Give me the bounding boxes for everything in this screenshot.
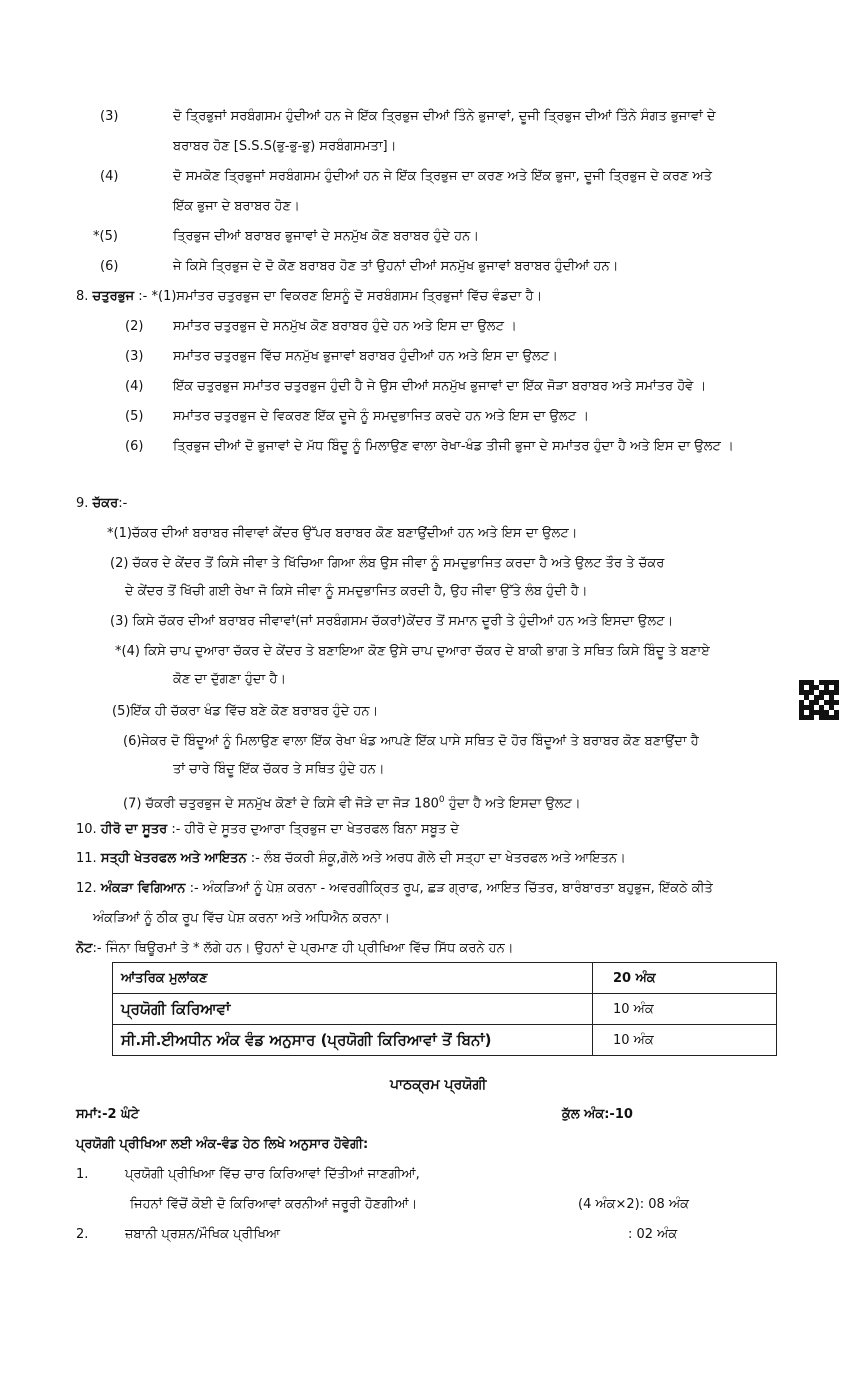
theorem-text: ਸਮਾਂਤਰ ਚਤੁਰਭੁਜ ਵਿੱਚ ਸਨਮੁੱਖ ਭੁਜਾਵਾਂ ਬਰਾਬਰ ਹੁੰਦੀਆਂ ਹਨ ਅਤੇ ਇਸ ਦਾ ਉਲਟ।: [173, 349, 558, 364]
practical-total-marks: ਕੁੱਲ ਅੰਕ:-10: [562, 1107, 633, 1122]
table-row: [113, 963, 777, 994]
item-number: (3): [100, 109, 119, 124]
practical-time: ਸਮਾਂ:-2 ਘੰਟੇ: [76, 1107, 140, 1122]
section-number: 9.: [76, 496, 89, 511]
heading-suffix: :-: [118, 496, 128, 511]
section-text: :- ਅੰਕੜਿਆਂ ਨੂੰ ਪੇਸ਼ ਕਰਨਾ - ਅਵਰਗੀਕ੍ਰਿਤ ਰੂਪ, ਛੜ ਗ੍ਰਾਫ, ਆਇਤ ਚਿੱਤਰ, ਬਾਰੰਬਾਰਤਾ ਬਹੁਭੁਜ, ਇੱਕਠੇ ਕੀਤੇ: [189, 881, 713, 896]
section-number: 8.: [76, 289, 89, 304]
item-number: (6): [125, 439, 144, 454]
theorem-text: ਤਾਂ ਚਾਰੇ ਬਿੰਦੂ ਇੱਕ ਚੱਕਰ ਤੇ ਸਥਿਤ ਹੁੰਦੇ ਹਨ।: [173, 762, 385, 777]
practical-item-text: ਪ੍ਰਯੋਗੀ ਪ੍ਰੀਖਿਆ ਵਿੱਚ ਚਾਰ ਕਿਰਿਆਵਾਂ ਦਿੱਤੀਆਂ ਜਾਣਗੀਆਂ,: [125, 1167, 420, 1182]
section-heading: ਅੰਕੜਾ ਵਿਗਿਆਨ: [100, 881, 186, 896]
note-label: ਨੋਟ: [76, 941, 93, 956]
theorem-text: ਤ੍ਰਿਭੁਜ ਦੀਆਂ ਬਰਾਬਰ ਭੁਜਾਵਾਂ ਦੇ ਸਨਮੁੱਖ ਕੋਣ ਬਰਾਬਰ ਹੁੰਦੇ ਹਨ।: [173, 229, 480, 244]
section-text: :- ਲੰਬ ਚੱਕਰੀ ਸ਼ੰਕੂ,ਗੋਲੇ ਅਤੇ ਅਰਧ ਗੋਲੇ ਦੀ ਸਤ੍ਹਾ ਦਾ ਖੇਤਰਫਲ ਅਤੇ ਆਇਤਨ।: [250, 851, 626, 866]
section-heading: ਚੱਕਰ: [92, 496, 119, 511]
degree-superscript: 0: [438, 795, 445, 805]
item-number: (6): [100, 259, 119, 274]
note-text: :- ਜਿੰਨਾ ਥਿਊਰਮਾਂ ਤੇ * ਲੱਗੇ ਹਨ। ਉਹਨਾਂ ਦੇ ਪ੍ਰਮਾਣ ਹੀ ਪ੍ਰੀਖਿਆ ਵਿੱਚ ਸਿੱਧ ਕਰਨੇ ਹਨ।: [92, 941, 514, 956]
table-cell-value: 20 ਅੰਕ: [593, 963, 777, 994]
theorem-text: (2) ਚੱਕਰ ਦੇ ਕੇਂਦਰ ਤੋਂ ਕਿਸੇ ਜੀਵਾ ਤੇ ਖਿੱਚਿਆ ਗਿਆ ਲੰਬ ਉਸ ਜੀਵਾ ਨੂੰ ਸਮਦੁਭਾਜਿਤ ਕਰਦਾ ਹੈ ਅਤੇ ਉਲਟ ਤੌਰ ਤੇ ਚੱਕਰ: [110, 556, 665, 571]
theorem-text: (6)ਜੇਕਰ ਦੋ ਬਿੰਦੂਆਂ ਨੂੰ ਮਿਲਾਉਣ ਵਾਲਾ ਇੱਕ ਰੇਖਾ ਖੰਡ ਆਪਣੇ ਇੱਕ ਪਾਸੇ ਸਥਿਤ ਦੋ ਹੋਰ ਬਿੰਦੂਆਂ ਤੇ ਬਰਾਬਰ ਕੋਣ ਬਣਾਉਂਦਾ ਹੈ: [123, 734, 699, 749]
item-number: (2): [125, 319, 144, 334]
table-cell-value: 10 ਅੰਕ: [593, 1025, 777, 1056]
item-number: 2.: [76, 1227, 89, 1242]
theorem-text: ਦੇ ਕੇਂਦਰ ਤੋਂ ਖਿੱਚੀ ਗਈ ਰੇਖਾ ਜੋ ਕਿਸੇ ਜੀਵਾ ਨੂੰ ਸਮਦੁਭਾਜਿਤ ਕਰਦੀ ਹੈ, ਉਹ ਜੀਵਾ ਉੱਤੇ ਲੰਬ ਹੁੰਦੀ ਹੈ।: [125, 584, 588, 599]
table-cell-value: 10 ਅੰਕ: [593, 994, 777, 1025]
theorem-text: *(4) ਕਿਸੇ ਚਾਪ ਦੁਆਰਾ ਚੱਕਰ ਦੇ ਕੇਂਦਰ ਤੇ ਬਣਾਇਆ ਕੋਣ ਉਸੇ ਚਾਪ ਦੁਆਰਾ ਚੱਕਰ ਦੇ ਬਾਕੀ ਭਾਗ ਤੇ ਸਥਿਤ ਕਿਸੇ ਬਿੰਦੂ ਤੇ ਬਣਾਏ: [115, 644, 710, 659]
table-row: [113, 994, 777, 1025]
section-text: :- ਹੀਰੋ ਦੇ ਸੂਤਰ ਦੁਆਰਾ ਤ੍ਰਿਭੁਜ ਦਾ ਖੇਤਰਫਲ ਬਿਨਾ ਸਬੂਤ ਦੇ: [171, 822, 459, 837]
section-heron: [76, 821, 459, 839]
theorem-text: ਇੱਕ ਚਤੁਰਭੁਜ ਸਮਾਂਤਰ ਚਤੁਰਭੁਜ ਹੁੰਦੀ ਹੈ ਜੇ ਉਸ ਦੀਆਂ ਸਨਮੁੱਖ ਭੁਜਾਵਾਂ ਦਾ ਇੱਕ ਜੋੜਾ ਬਰਾਬਰ ਅਤੇ ਸਮਾਂਤਰ ਹੋਵੇ ।: [173, 379, 707, 394]
table-cell-label: ਸੀ.ਸੀ.ਈਅਧੀਨ ਅੰਕ ਵੰਡ ਅਨੁਸਾਰ (ਪ੍ਰਯੋਗੀ ਕਿਰਿਆਵਾਂ ਤੋਂ ਬਿਨਾਂ): [113, 1025, 593, 1056]
section-number: 11.: [76, 851, 97, 866]
section-statistics: [76, 880, 713, 898]
section-heading: ਹੀਰੋ ਦਾ ਸੂਤਰ: [100, 822, 168, 837]
theorem-text: [123, 791, 581, 813]
theorem-text: ਸਮਾਂਤਰ ਚਤੁਰਭੁਜ ਦੇ ਵਿਕਰਣ ਇੱਕ ਦੂਜੇ ਨੂੰ ਸਮਦੁਭਾਜਿਤ ਕਰਦੇ ਹਨ ਅਤੇ ਇਸ ਦਾ ਉਲਟ ।: [173, 409, 589, 424]
item-number: (3): [125, 349, 144, 364]
theorem-text: ਬਰਾਬਰ ਹੋਣ [S.S.S(ਭੁ-ਭੁ-ਭੁ) ਸਰਬੰਗਸਮਤਾ]।: [173, 139, 397, 154]
note: [76, 940, 514, 958]
section-number: 12.: [76, 881, 97, 896]
section-quadrilateral: [76, 288, 542, 306]
theorem-text: ਕੋਣ ਦਾ ਦੁੱਗਣਾ ਹੁੰਦਾ ਹੈ।: [173, 672, 287, 687]
theorem-text: ਸਮਾਂਤਰ ਚਤੁਰਭੁਜ ਦੇ ਸਨਮੁੱਖ ਕੋਣ ਬਰਾਬਰ ਹੁੰਦੇ ਹਨ ਅਤੇ ਇਸ ਦਾ ਉਲਟ ।: [173, 319, 517, 334]
theorem-text: :- *(1)ਸਮਾਂਤਰ ਚਤੁਰਭੁਜ ਦਾ ਵਿਕਰਣ ਇਸਨੂੰ ਦੋ ਸਰਬੰਗਸਮ ਤ੍ਰਿਭੁਜਾਂ ਵਿੱਚ ਵੰਡਦਾ ਹੈ।: [138, 289, 543, 304]
practical-item-text: ਜਿਹਨਾਂ ਵਿੱਚੋਂ ਕੋਈ ਦੋ ਕਿਰਿਆਵਾਂ ਕਰਨੀਆਂ ਜਰੂਰੀ ਹੋਣਗੀਆਂ।: [130, 1197, 418, 1212]
table-row: [113, 1025, 777, 1056]
practical-item-text: ਜ਼ਬਾਨੀ ਪ੍ਰਸ਼ਨ/ਮੌਖਿਕ ਪ੍ਰੀਖਿਆ: [125, 1227, 280, 1242]
qr-code-icon: [799, 680, 839, 720]
section-circle: [76, 495, 127, 513]
theorem-text: *(1)ਚੱਕਰ ਦੀਆਂ ਬਰਾਬਰ ਜੀਵਾਵਾਂ ਕੇਂਦਰ ਉੱਪਰ ਬਰਾਬਰ ਕੋਣ ਬਣਾਉਂਦੀਆਂ ਹਨ ਅਤੇ ਇਸ ਦਾ ਉਲਟ।: [107, 526, 578, 541]
practical-title: ਪਾਠਕ੍ਰਮ ਪ੍ਰਯੋਗੀ: [390, 1077, 487, 1093]
table-cell-label: ਪ੍ਰਯੋਗੀ ਕਿਰਿਆਵਾਂ: [113, 994, 593, 1025]
item-number: (4): [100, 169, 119, 184]
table-cell-label: ਆਂਤਰਿਕ ਮੁਲਾਂਕਣ: [113, 963, 593, 994]
section-heading: ਸਤ੍ਹੀ ਖੇਤਰਫਲ ਅਤੇ ਆਇਤਨ: [100, 851, 247, 866]
section-surface-area: [76, 850, 626, 868]
theorem-text: ਤ੍ਰਿਭੁਜ ਦੀਆਂ ਦੋ ਭੁਜਾਵਾਂ ਦੇ ਮੱਧ ਬਿੰਦੂ ਨੂੰ ਮਿਲਾਉਣ ਵਾਲਾ ਰੇਖਾ-ਖੰਡ ਤੀਜੀ ਭੁਜਾ ਦੇ ਸਮਾਂਤਰ ਹੁੰਦਾ ਹੈ ਅਤੇ ਇਸ ਦਾ ਉਲਟ ।: [173, 439, 734, 454]
section-heading: ਚਤੁਰਭੁਜ: [92, 289, 135, 304]
theorem-text: (5)ਇੱਕ ਹੀ ਚੱਕਰਾ ਖੰਡ ਵਿੱਚ ਬਣੇ ਕੋਣ ਬਰਾਬਰ ਹੁੰਦੇ ਹਨ।: [112, 704, 379, 719]
theorem-text: ਦੋ ਤ੍ਰਿਭੁਜਾਂ ਸਰਬੰਗਸਮ ਹੁੰਦੀਆਂ ਹਨ ਜੇ ਇੱਕ ਤ੍ਰਿਭੁਜ ਦੀਆਂ ਤਿੰਨੇ ਭੁਜਾਵਾਂ, ਦੂਜੀ ਤ੍ਰਿਭੁਜ ਦੀਆਂ ਤਿੰਨੇ ਸੰਗਤ ਭੁਜਾਵਾਂ ਦੇ: [173, 109, 716, 124]
marks-table: [112, 962, 777, 1056]
section-text: ਅੰਕੜਿਆਂ ਨੂੰ ਠੀਕ ਰੂਪ ਵਿੱਚ ਪੇਸ਼ ਕਰਨਾ ਅਤੇ ਅਧਿਐਨ ਕਰਨਾ।: [93, 911, 391, 926]
item-number: 1.: [76, 1167, 89, 1182]
section-number: 10.: [76, 822, 97, 837]
practical-item-marks: : 02 ਅੰਕ: [628, 1227, 678, 1242]
theorem-text: ਇੱਕ ਭੁਜਾ ਦੇ ਬਰਾਬਰ ਹੋਣ।: [173, 199, 300, 214]
item-number: *(5): [93, 229, 118, 244]
item-number: (5): [125, 409, 144, 424]
theorem-text-part: ਹੁੰਦਾ ਹੈ ਅਤੇ ਇਸਦਾ ਉਲਟ।: [444, 796, 581, 812]
item-number: (4): [125, 379, 144, 394]
theorem-text: ਜੇ ਕਿਸੇ ਤ੍ਰਿਭੁਜ ਦੇ ਦੋ ਕੋਣ ਬਰਾਬਰ ਹੋਣ ਤਾਂ ਉਹਨਾਂ ਦੀਆਂ ਸਨਮੁੱਖ ਭੁਜਾਵਾਂ ਬਰਾਬਰ ਹੁੰਦੀਆਂ ਹਨ।: [173, 259, 619, 274]
practical-item-marks: (4 ਅੰਕ×2): 08 ਅੰਕ: [578, 1197, 689, 1212]
theorem-text-part: (7) ਚੱਕਰੀ ਚਤੁਰਭੁਜ ਦੇ ਸਨਮੁੱਖ ਕੋਣਾਂ ਦੇ ਕਿਸੇ ਵੀ ਜੋੜੇ ਦਾ ਜੋੜ 180: [123, 796, 439, 812]
practical-subheading: ਪ੍ਰਯੋਗੀ ਪ੍ਰੀਖਿਆ ਲਈ ਅੰਕ-ਵੰਡ ਹੇਠ ਲਿਖੇ ਅਨੁਸਾਰ ਹੋਵੇਗੀ:: [76, 1137, 369, 1152]
theorem-text: (3) ਕਿਸੇ ਚੱਕਰ ਦੀਆਂ ਬਰਾਬਰ ਜੀਵਾਵਾਂ(ਜਾਂ ਸਰਬੰਗਸਮ ਚੱਕਰਾਂ)ਕੇਂਦਰ ਤੋਂ ਸਮਾਨ ਦੂਰੀ ਤੇ ਹੁੰਦੀਆਂ ਹਨ ਅਤੇ ਇਸਦਾ ਉਲਟ।: [110, 614, 674, 629]
theorem-text: ਦੋ ਸਮਕੋਣ ਤ੍ਰਿਭੁਜਾਂ ਸਰਬੰਗਸਮ ਹੁੰਦੀਆਂ ਹਨ ਜੇ ਇੱਕ ਤ੍ਰਿਭੁਜ ਦਾ ਕਰਣ ਅਤੇ ਇੱਕ ਭੁਜਾ, ਦੂਜੀ ਤ੍ਰਿਭੁਜ ਦੇ ਕਰਣ ਅਤੇ: [173, 169, 713, 184]
